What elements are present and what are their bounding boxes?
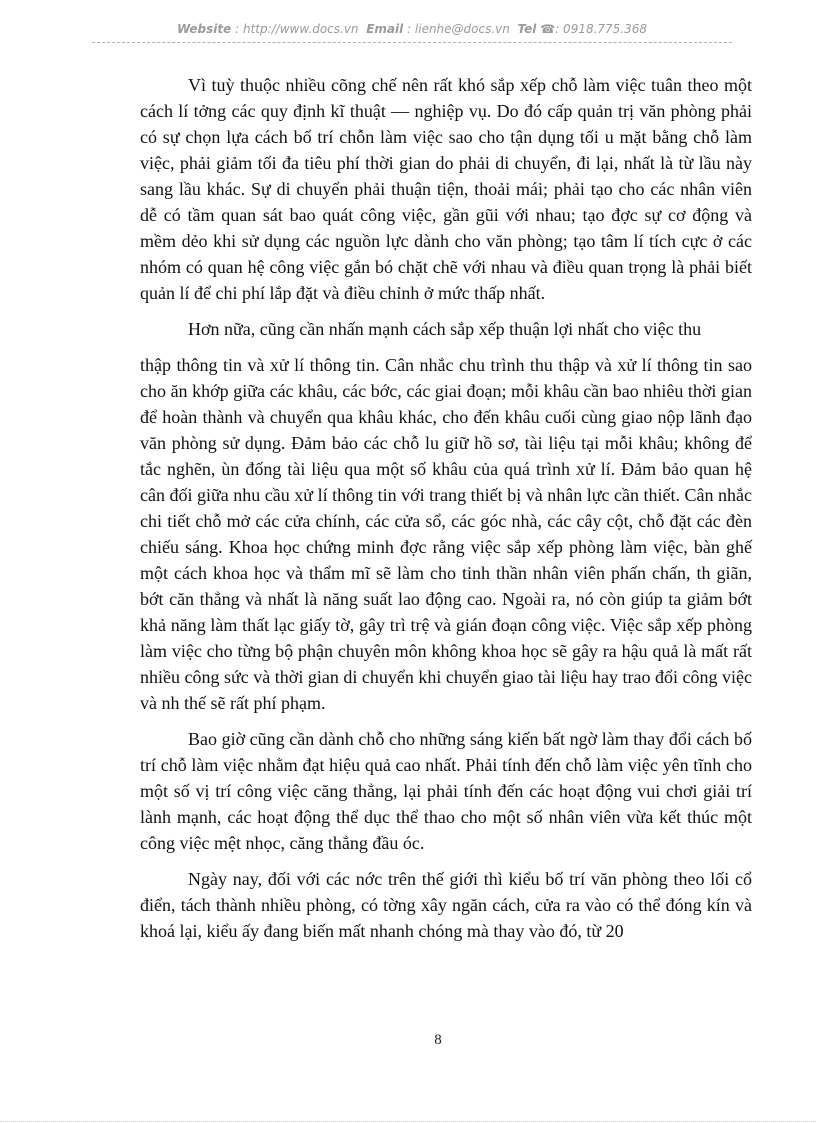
email-label: Email bbox=[366, 22, 404, 36]
paragraph-4: Bao giờ cũng cần dành chỗ cho những sáng kiến bất ngờ làm thay đổi cách bố trí chỗ làm việc nhằm đạt hiệu quả cao nhất. Phải tính đến chỗ làm việc yên tĩnh cho một số vị trí công việc căng thẳng, lại phải tính đến các hoạt động vui chơi giải trí lành mạnh, các hoạt động thể dục thể thao cho một số nhân viên vừa kết thúc một công việc mệt nhọc, căng thẳng đầu óc. bbox=[140, 729, 752, 853]
document-body bbox=[140, 72, 752, 944]
paragraph-3: thập thông tin và xử lí thông tin. Cân nhắc chu trình thu thập và xử lí thông tin sao cho ăn khớp giữa các khâu, các bớc, các giai đoạn; mỗi khâu cần bao nhiêu thời gian để hoàn thành và chuyển qua khâu khác, cho đến khâu cuối cùng giao nộp lãnh đạo văn phòng sử dụng. Đảm bảo các chỗ lu giữ hồ sơ, tài liệu tại mỗi khâu; không để tắc nghẽn, ùn đống tài liệu qua một số khâu của quá trình xử lí. Đảm bảo quan hệ cân đối giữa nhu cầu xử lí thông tin với trang thiết bị và nhân lực cần thiết. Cân nhắc chi tiết chỗ mở các cửa chính, các cửa sổ, các góc nhà, các cây cột, chỗ đặt các đèn chiếu sáng. Khoa học chứng minh đợc rằng việc sắp xếp phòng làm việc, bàn ghế một cách khoa học và thẩm mĩ sẽ làm cho tinh thần nhân viên phấn chấn, th giãn, bớt căn thẳng và nhất là năng suất lao động cao. Ngoài ra, nó còn giúp ta giảm bớt khả năng làm thất lạc giấy tờ, gây trì trệ và gián đoạn công việc. Việc sắp xếp phòng làm việc cho từng bộ phận chuyên môn không khoa học sẽ gây ra hậu quả là mất rất nhiều công sức và thời gian di chuyển khi chuyển giao tài liệu hay trao đổi công việc và nh thế sẽ rất phí phạm. bbox=[140, 355, 752, 713]
paragraph-2-lead: Hơn nữa, cũng cần nhấn mạnh cách sắp xếp thuận lợi nhất cho việc thu bbox=[188, 319, 702, 339]
tel-label: Tel bbox=[517, 22, 537, 36]
paragraph-5: Ngày nay, đối với các nớc trên thế giới thì kiểu bố trí văn phòng theo lối cổ điển, tách thành nhiều phòng, có tờng xây ngăn cách, cửa ra vào có thể đóng kín và khoá lại, kiểu ấy đang biến mất nhanh chóng mà thay vào đó, từ 20 bbox=[140, 869, 752, 941]
tel-value: : 0918.775.368 bbox=[555, 22, 648, 36]
header-divider bbox=[92, 42, 732, 43]
footer-divider bbox=[0, 1121, 816, 1122]
page-header bbox=[92, 22, 732, 36]
paragraph-2 bbox=[140, 316, 752, 342]
paragraph-1: Vì tuỳ thuộc nhiều cõng chế nên rất khó sắp xếp chỗ làm việc tuân theo một cách lí tởng các quy định kĩ thuật — nghiệp vụ. Do đó cấp quản trị văn phòng phải có sự chọn lựa cách bố trí chỗn làm việc sao cho tận dụng tối u mặt bằng chỗ làm việc, phải giảm tối đa tiêu phí thời gian do phải di chuyển, đi lại, nhất là từ lầu này sang lầu khác. Sự di chuyển phải thuận tiện, thoải mái; phải tạo cho các nhân viên dễ có tầm quan sát bao quát công việc, gần gũi với nhau; tạo đợc sự cơ động và mềm dẻo khi sử dụng các nguồn lực dành cho văn phòng; tạo tâm lí tích cực ở các nhóm có quan hệ công việc gắn bó chặt chẽ với nhau và điều quan trọng là phải biết quản lí để chi phí lắp đặt và điều chỉnh ở mức thấp nhất. bbox=[140, 75, 752, 303]
website-label: Website bbox=[176, 22, 232, 36]
phone-icon: ☎ bbox=[540, 22, 556, 36]
email-value: : lienhe@docs.vn bbox=[407, 22, 510, 36]
page-number: 8 bbox=[434, 1032, 442, 1048]
website-value: : http://www.docs.vn bbox=[235, 22, 359, 36]
